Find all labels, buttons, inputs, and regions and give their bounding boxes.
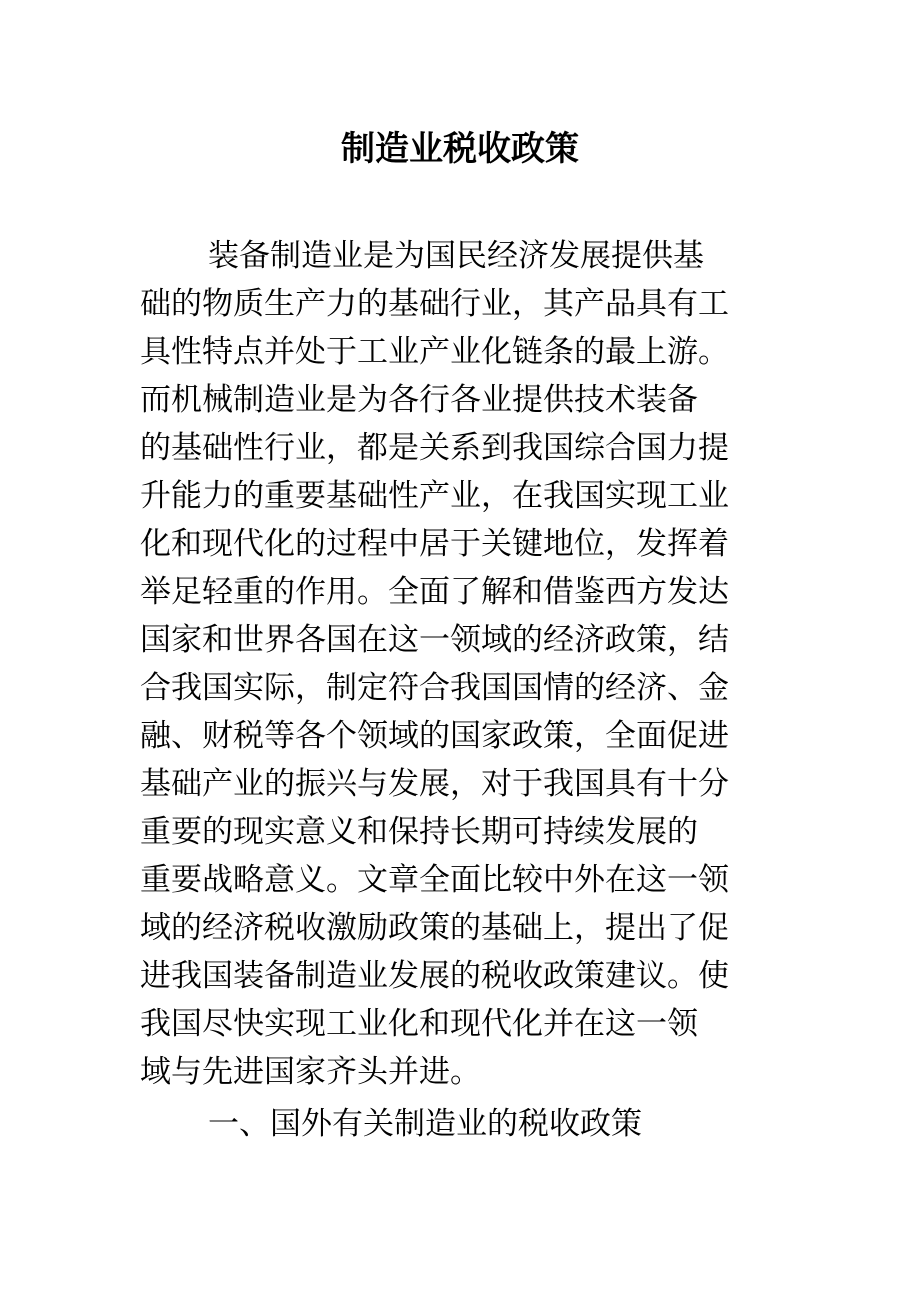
paragraph-line: 重要的现实意义和保持长期可持续发展的 (140, 814, 698, 850)
paragraph-line: 域的经济税收激励政策的基础上，提出了促 (140, 910, 729, 946)
paragraph-line: 重要战略意义。文章全面比较中外在这一领 (140, 862, 729, 898)
paragraph-line: 基础产业的振兴与发展，对于我国具有十分 (140, 766, 729, 802)
paragraph-line: 的基础性行业，都是关系到我国综合国力提 (140, 430, 729, 466)
paragraph-line: 域与先进国家齐头并进。 (140, 1054, 481, 1090)
paragraph-line: 举足轻重的作用。全面了解和借鉴西方发达 (140, 574, 729, 610)
section-heading: 一、国外有关制造业的税收政策 (208, 1106, 642, 1142)
paragraph-line: 础的物质生产力的基础行业，其产品具有工 (140, 286, 729, 322)
paragraph-line: 而机械制造业是为各行各业提供技术装备 (140, 382, 698, 418)
document-title: 制造业税收政策 (341, 129, 579, 169)
paragraph-line: 融、财税等各个领域的国家政策，全面促进 (140, 718, 729, 754)
paragraph-line: 升能力的重要基础性产业，在我国实现工业 (140, 478, 729, 514)
paragraph-line: 化和现代化的过程中居于关键地位，发挥着 (140, 526, 729, 562)
paragraph-line: 进我国装备制造业发展的税收政策建议。使 (140, 958, 729, 994)
paragraph-line: 我国尽快实现工业化和现代化并在这一领 (140, 1006, 698, 1042)
paragraph-line: 具性特点并处于工业产业化链条的最上游。 (140, 334, 729, 370)
paragraph-line: 国家和世界各国在这一领域的经济政策，结 (140, 622, 729, 658)
paragraph-line: 合我国实际，制定符合我国国情的经济、金 (140, 670, 729, 706)
paragraph-line: 装备制造业是为国民经济发展提供基 (208, 238, 704, 274)
